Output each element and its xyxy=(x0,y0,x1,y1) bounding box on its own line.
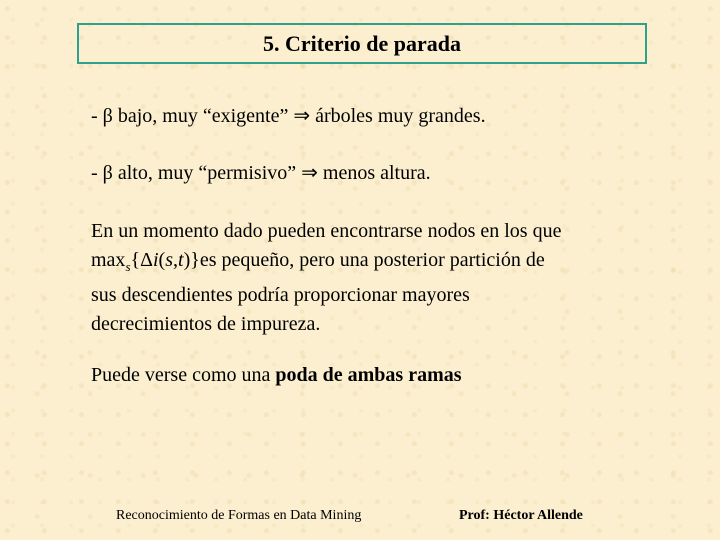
footer-course: Reconocimiento de Formas en Data Mining xyxy=(116,508,362,523)
paragraph-line-4: decrecimientos de impureza. xyxy=(91,313,321,335)
paragraph-line-1: En un momento dado pueden encontrarse nodos en los que xyxy=(91,220,562,242)
footer-author: Prof: Héctor Allende xyxy=(459,508,583,523)
bullet-beta-low: - β bajo, muy “exigente” ⇒ árboles muy grandes. xyxy=(91,105,486,127)
title-box xyxy=(77,23,647,64)
pruning-bold: poda de ambas ramas xyxy=(275,364,462,386)
bullet-beta-high: - β alto, muy “permisivo” ⇒ menos altura. xyxy=(91,162,431,184)
slide-title: 5. Criterio de parada xyxy=(263,30,461,56)
expr-i: i xyxy=(152,249,159,271)
expr-open: {Δ xyxy=(130,249,153,271)
expr-close: )} xyxy=(183,249,200,271)
expr-comma: , xyxy=(173,249,178,271)
expr-t: t xyxy=(178,249,184,271)
pruning-prefix: Puede verse como una xyxy=(91,364,276,386)
max-subscript: s xyxy=(125,259,131,274)
expr-s: s xyxy=(165,249,173,271)
stopping-paragraph xyxy=(91,217,691,339)
expr-paren-open: ( xyxy=(158,249,166,271)
paragraph-line-3: sus descendientes podría proporcionar mayores xyxy=(91,284,470,306)
pruning-sentence xyxy=(91,361,462,390)
paragraph-line-2 xyxy=(91,246,691,281)
max-operator: max xyxy=(91,249,126,271)
paragraph-line-2-rest: es pequeño, pero una posterior partición de xyxy=(199,249,545,271)
